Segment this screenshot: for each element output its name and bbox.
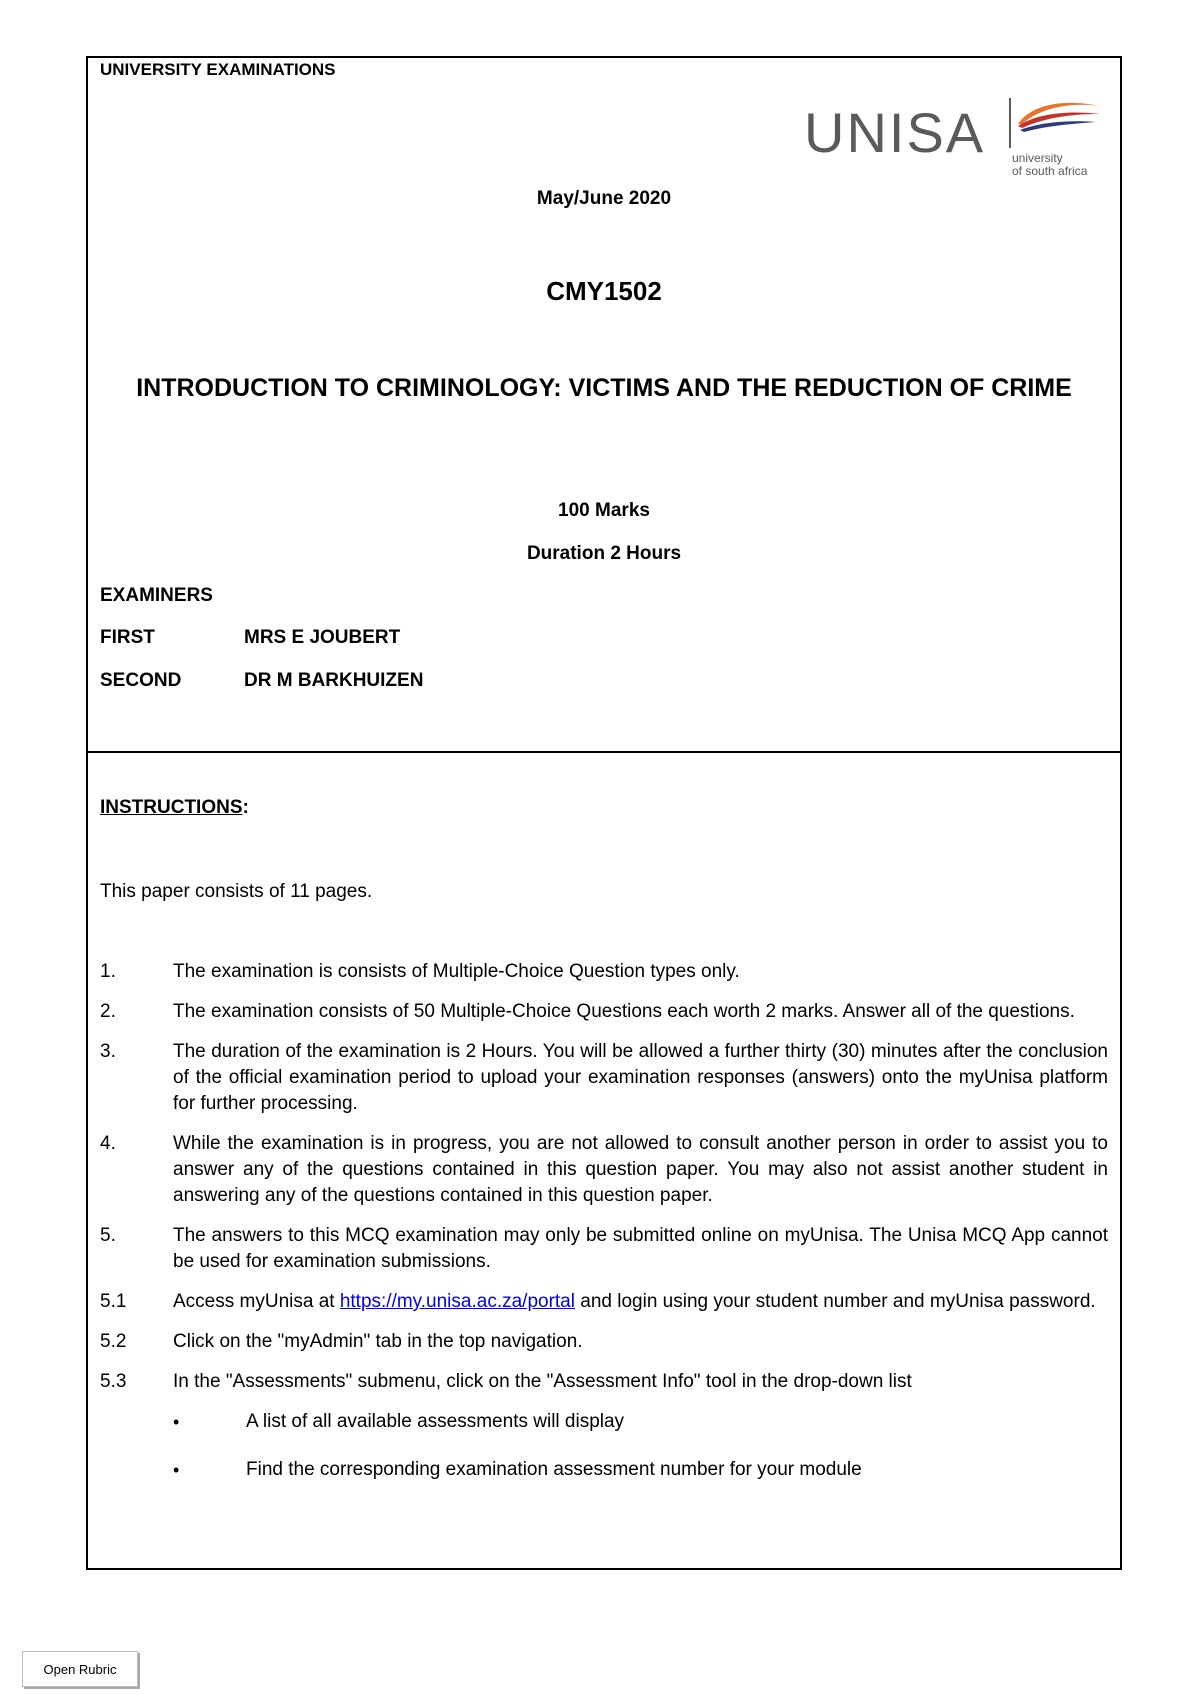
instruction-item — [100, 1039, 1108, 1117]
course-title: INTRODUCTION TO CRIMINOLOGY: VICTIMS AND THE REDUCTION OF CRIME — [136, 374, 1072, 402]
instructions-heading-colon: : — [242, 797, 249, 818]
myunisa-portal-link[interactable]: https://my.unisa.ac.za/portal — [339, 1291, 575, 1312]
instruction-text: The examination consists of 50 Multiple-Choice Questions each worth 2 marks. Answer all of the questions. — [173, 1001, 1075, 1022]
total-marks: 100 Marks — [558, 500, 650, 521]
instruction-text: The examination is consists of Multiple-Choice Question types only. — [173, 961, 740, 982]
instruction-number: 5.3 — [100, 1371, 127, 1392]
logo-subtitle-line2: of south africa — [1012, 164, 1088, 178]
instruction-number: 1. — [100, 961, 116, 982]
instruction-item-5-2 — [100, 1329, 1108, 1355]
instructions-box — [86, 751, 1122, 1570]
examiner-first-role: FIRST — [100, 627, 155, 648]
exam-cover-box — [86, 56, 1122, 753]
examiner-second — [100, 670, 423, 692]
bullet-icon: • — [173, 1460, 180, 1480]
examiners-heading: EXAMINERS — [100, 585, 213, 606]
logo-wordmark: UNISA — [804, 101, 986, 164]
instruction-item — [100, 959, 1108, 985]
instruction-number: 5.1 — [100, 1291, 127, 1312]
bullet-item — [100, 1457, 1108, 1483]
examiner-first — [100, 627, 400, 649]
instruction-item-5-1 — [100, 1289, 1108, 1315]
instruction-text: The answers to this MCQ examination may only be submitted online on myUnisa. The Unisa MCQ App cannot be used for examination submissions. — [173, 1225, 1108, 1272]
instruction-text: In the "Assessments" submenu, click on the "Assessment Info" tool in the drop-down list — [173, 1371, 912, 1392]
instruction-item — [100, 1131, 1108, 1209]
page-count-note: This paper consists of 11 pages. — [100, 881, 373, 902]
logo-subtitle-line1: university — [1012, 151, 1063, 165]
university-examinations-label: UNIVERSITY EXAMINATIONS — [100, 60, 336, 79]
instruction-number: 2. — [100, 1001, 116, 1022]
course-code: CMY1502 — [546, 276, 662, 306]
bullet-text: Find the corresponding examination assessment number for your module — [246, 1459, 862, 1480]
instruction-item — [100, 1223, 1108, 1275]
instruction-text: The duration of the examination is 2 Hours. You will be allowed a further thirty (30) minutes after the conclusion of the official examination period to upload your examination responses (answers) onto the myUnisa platform for further processing. — [173, 1041, 1108, 1114]
instruction-item-5-3 — [100, 1369, 1108, 1395]
open-rubric-button[interactable]: Open Rubric — [22, 1651, 138, 1687]
examiner-second-role: SECOND — [100, 670, 182, 691]
instruction-number: 5. — [100, 1225, 116, 1246]
bullet-icon: • — [173, 1412, 180, 1432]
instruction-text — [173, 1289, 1108, 1315]
examiner-first-name: MRS E JOUBERT — [244, 627, 401, 648]
instructions-heading — [100, 797, 249, 819]
unisa-logo — [804, 96, 1106, 176]
instruction-list — [100, 959, 1108, 1505]
instruction-text: While the examination is in progress, you are not allowed to consult another person in order to assist you to answer any of the questions contained in this question paper. You may also not assist another student in answering any of the questions contained in this question paper. — [173, 1133, 1108, 1206]
logo-subtitle — [1012, 152, 1087, 178]
instruction-text-part: Access myUnisa at — [173, 1291, 340, 1312]
instruction-number: 4. — [100, 1133, 116, 1154]
instruction-item — [100, 999, 1108, 1025]
instruction-number: 5.2 — [100, 1331, 127, 1352]
exam-duration: Duration 2 Hours — [526, 543, 682, 564]
exam-session: May/June 2020 — [536, 188, 672, 209]
examiner-second-name: DR M BARKHUIZEN — [244, 670, 424, 691]
instruction-text-part: and login using your student number and myUnisa password. — [574, 1291, 1096, 1312]
bullet-item — [100, 1409, 1108, 1435]
instruction-number: 3. — [100, 1041, 116, 1062]
instructions-heading-text: INSTRUCTIONS — [100, 797, 243, 818]
instruction-text: Click on the "myAdmin" tab in the top navigation. — [173, 1331, 583, 1352]
bullet-text: A list of all available assessments will display — [246, 1411, 625, 1432]
unisa-swoosh-icon — [1000, 96, 1104, 152]
